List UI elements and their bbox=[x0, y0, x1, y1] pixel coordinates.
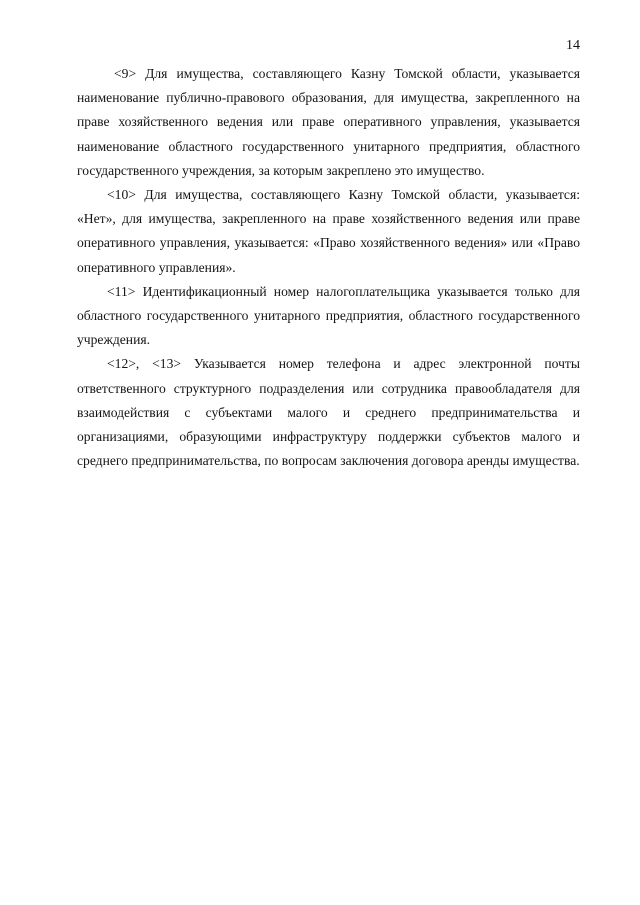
footnote-11: <11> Идентификационный номер налогоплательщика указывается только для областного государственного унитарного предприятия, областного государственного учреждения. bbox=[77, 283, 580, 348]
page-number: 14 bbox=[566, 38, 580, 53]
footnote-10: <10> Для имущества, составляющего Казну Томской области, указывается: «Нет», для имущества, закрепленного на праве хозяйственного ведения или праве оперативного управления, указывается: «Право хозяйственного ведения» или «Право оперативного управления». bbox=[77, 187, 580, 275]
footnote-9: <9> Для имущества, составляющего Казну Томской области, указывается наименование публично-правового образования, для имущества, закрепленного на праве хозяйственного ведения или праве оперативного управления, указывается наименование областного государственного унитарного предприятия, областного государственного учреждения, за которым закреплено это имущество. bbox=[77, 66, 580, 178]
footnote-12-13: <12>, <13> Указывается номер телефона и адрес электронной почты ответственного структурного подразделения или сотрудника правообладателя для взаимодействия с субъектами малого и среднего предпринимательства и организациями, образующими инфраструктуру поддержки субъектов малого и среднего предпринимательства, по вопросам заключения договора аренды имущества. bbox=[77, 356, 580, 469]
footnotes-section bbox=[77, 62, 580, 473]
